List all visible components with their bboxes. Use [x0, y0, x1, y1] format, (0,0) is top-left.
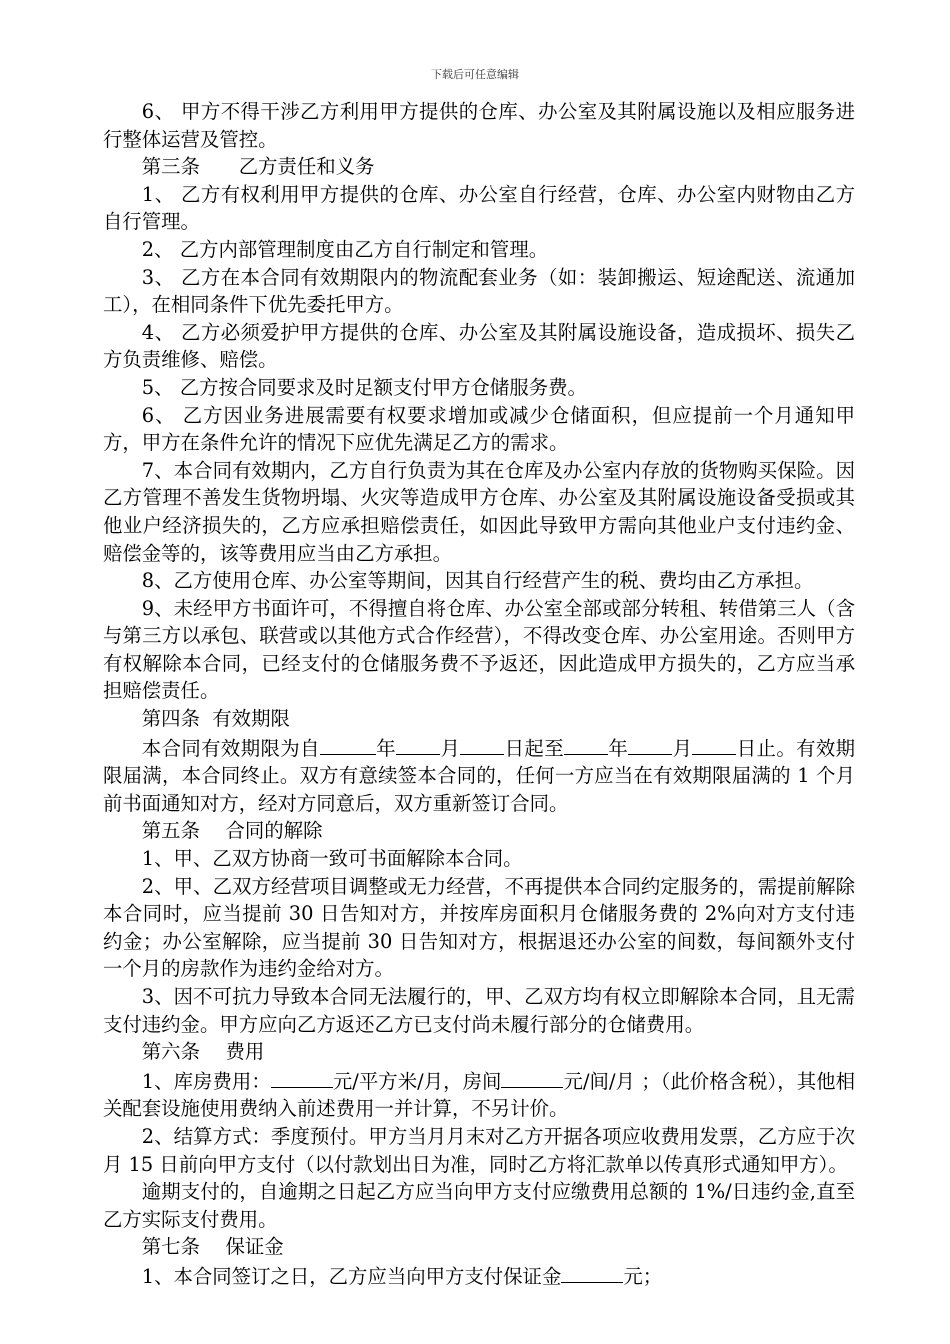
article-3-item-1: 1、 乙方有权利用甲方提供的仓库、办公室自行经营，仓库、办公室内财物由乙方自行管理。	[103, 182, 855, 234]
term-text-start: 本合同有效期限为自	[141, 736, 320, 760]
article-3-item-7: 7、本合同有效期内，乙方自行负责为其在仓库及办公室内存放的货物购买保险。因乙方管理不善发生货物坍塌、火灾等造成甲方仓库、办公室及其附属设施设备受损或其他业户经济损失的，乙方应承担赔偿责任，如因此导致甲方需向其他业户支付违约金、赔偿金等的，该等费用应当由乙方承担。	[103, 458, 855, 565]
deposit-label: 1、本合同签订之日，乙方应当向甲方支付保证金	[141, 1264, 562, 1288]
term-text-end: 日止。有效期限届满，本合同终止。双方有意续签本合同的，任何一方应当在有效期限届满的 1 个月前书面通知对方，经对方同意后，双方重新签订合同。	[103, 736, 856, 815]
month-label: 月	[440, 736, 461, 760]
article-5-item-2: 2、甲、乙双方经营项目调整或无力经营，不再提供本合同约定服务的，需提前解除本合同时，应当提前 30 日告知对方，并按库房面积月仓储服务费的 2%向对方支付违约金；办公室解除，应当提前 30 日告知对方，根据退还办公室的间数，每间额外支付一个月的房款作为违约金给对方。	[103, 874, 855, 981]
article-7-heading: 第七条 保证金	[141, 1235, 284, 1259]
article-5-item-1: 1、甲、乙双方协商一致可书面解除本合同。	[141, 847, 523, 871]
deposit-unit: 元；	[623, 1264, 663, 1288]
article-3-item-4: 4、 乙方必须爱护甲方提供的仓库、办公室及其附属设施设备，造成损坏、损失乙方负责维修、赔偿。	[103, 320, 855, 372]
month-label: 月	[672, 736, 693, 760]
end-year-blank	[564, 733, 608, 755]
page-header: 下载后可任意编辑	[431, 68, 519, 81]
start-month-blank	[396, 733, 440, 755]
article-4-heading: 第四条 有效期限	[141, 707, 290, 731]
document-body	[103, 98, 855, 1291]
article-3-item-6: 6、 乙方因业务进展需要有权要求增加或减少仓储面积，但应提前一个月通知甲方，甲方在条件允许的情况下应优先满足乙方的需求。	[103, 403, 855, 455]
end-day-blank	[692, 733, 736, 755]
article-5-heading: 第五条 合同的解除	[141, 819, 323, 843]
article-3-item-2: 2、 乙方内部管理制度由乙方自行制定和管理。	[141, 237, 549, 261]
article-6-overdue: 逾期支付的，自逾期之日起乙方应当向甲方支付应缴费用总额的 1%/日违约金,直至乙方实际支付费用。	[103, 1180, 855, 1231]
room-fee-label: 元/平方米/月，房间	[332, 1069, 502, 1093]
year-label: 年	[375, 736, 397, 760]
day-to-label: 日起至	[504, 736, 564, 760]
clause-2-item-6: 6、 甲方不得干涉乙方利用甲方提供的仓库、办公室及其附属设施以及相应服务进行整体运营及管控。	[103, 100, 855, 151]
article-6-item-1	[103, 1066, 855, 1123]
article-3-item-3: 3、 乙方在本合同有效期限内的物流配套业务（如：装卸搬运、短途配送、流通加工），在相同条件下优先委托甲方。	[103, 265, 855, 317]
article-7-item-1	[103, 1261, 855, 1291]
start-year-blank	[320, 733, 376, 755]
warehouse-fee-blank	[271, 1066, 333, 1088]
article-6-item-2: 2、结算方式：季度预付。甲方当月月末对乙方开据各项应收费用发票，乙方应于次月 15 日前向甲方支付（以付款划出日为准，同时乙方将汇款单以传真形式通知甲方）。	[103, 1124, 855, 1176]
article-5-item-3: 3、因不可抗力导致本合同无法履行的，甲、乙双方均有权立即解除本合同，且无需支付违约金。甲方应向乙方返还乙方已支付尚未履行部分的仓储费用。	[103, 985, 855, 1036]
article-3-item-8: 8、乙方使用仓库、办公室等期间，因其自行经营产生的税、费均由乙方承担。	[141, 569, 814, 593]
article-4-term	[103, 733, 855, 818]
article-3-item-9: 9、未经甲方书面许可，不得擅自将仓库、办公室全部或部分转租、转借第三人（含与第三方以承包、联营或以其他方式合作经营），不得改变仓库、办公室用途。否则甲方有权解除本合同，已经支付的仓储服务费不予返还，因此造成甲方损失的，乙方应当承担赔偿责任。	[103, 596, 855, 703]
room-fee-blank	[501, 1066, 563, 1088]
start-day-blank	[460, 733, 504, 755]
warehouse-fee-label: 1、库房费用：	[141, 1069, 271, 1093]
deposit-blank	[561, 1261, 623, 1283]
article-6-heading: 第六条 费用	[141, 1040, 265, 1064]
article-3-item-5: 5、 乙方按合同要求及时足额支付甲方仓储服务费。	[141, 375, 587, 399]
year-label: 年	[607, 736, 629, 760]
article-3-heading: 第三条 乙方责任和义务	[141, 155, 375, 179]
end-month-blank	[628, 733, 672, 755]
fee-note: 元/间/月 ；（此价格含税），其他相关配套设施使用费纳入前述费用一并计算，不另计价。	[103, 1069, 855, 1121]
